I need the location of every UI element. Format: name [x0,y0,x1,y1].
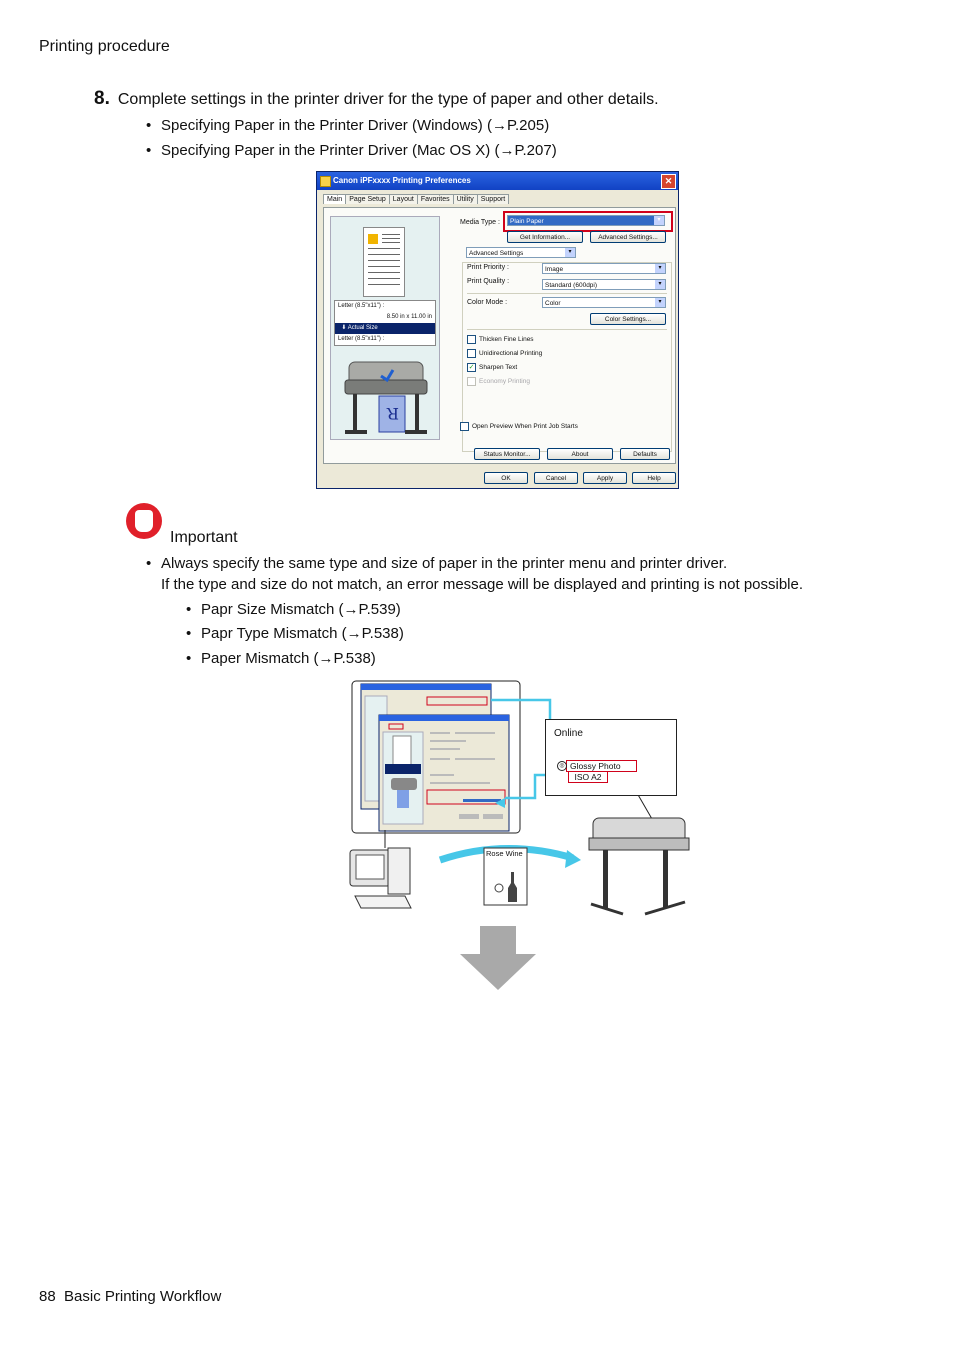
close-icon[interactable]: ✕ [661,174,676,189]
page-footer [39,1288,221,1305]
page-preview [363,227,405,297]
dialog-title: Canon iPFxxxx Printing Preferences [333,176,471,185]
print-quality-select[interactable]: Standard (600dpi) ▾ [542,279,666,290]
economy-printing-checkbox: Economy Printing [467,377,530,386]
chevron-down-icon: ▾ [655,298,665,307]
get-information-button[interactable]: Get Information... [507,231,583,243]
status-monitor-button[interactable]: Status Monitor... [474,448,540,460]
advanced-settings-button[interactable]: Advanced Settings... [590,231,666,243]
cancel-button[interactable]: Cancel [534,472,578,484]
step-number: 8. [94,88,110,109]
defaults-button[interactable]: Defaults [620,448,670,460]
divider [467,293,667,294]
important-line-2: If the type and size do not match, an error message will be displayed and printing is not possible. [161,576,804,593]
print-quality-label: Print Quality : [467,278,510,285]
important-hand-icon [126,503,162,539]
paper-size-info [334,300,436,346]
media-type-select[interactable]: Plain Paper ▾ [507,215,665,226]
page-number: 88 [39,1288,56,1305]
color-settings-button[interactable]: Color Settings... [590,313,666,325]
settings-mode-select[interactable]: Advanced Settings ▾ [466,247,576,258]
dialog-titlebar [317,172,678,190]
document-title: Rose Wine [486,849,523,858]
ok-button[interactable]: OK [484,472,528,484]
size-line: Letter (8.5"x11") : [338,303,385,309]
media-symbol-icon: ◎ [557,761,567,771]
chevron-down-icon: ▾ [565,248,575,257]
unidirectional-printing-checkbox[interactable]: Unidirectional Printing [467,349,542,358]
open-preview-checkbox[interactable]: Open Preview When Print Job Starts [460,422,578,431]
checkmark-icon: ✓ [468,364,475,371]
link-paper-mismatch[interactable]: • Paper Mismatch (→P.538) [186,650,376,667]
page-header: Printing procedure [39,38,170,55]
actual-size-line: ⬇ Actual Size [335,323,435,334]
tab-support[interactable]: Support [477,194,510,204]
down-arrow-icon [460,926,536,990]
printer-icon [320,176,331,187]
divider [467,329,667,330]
tab-favorites[interactable]: Favorites [417,194,454,204]
online-status: Online [554,728,583,739]
chevron-down-icon: ▾ [655,280,665,289]
thicken-fine-lines-checkbox[interactable]: Thicken Fine Lines [467,335,534,344]
media-display: ◎ Glossy Photo [566,760,637,772]
sharpen-text-checkbox[interactable]: ✓ Sharpen Text [468,364,518,372]
tab-layout[interactable]: Layout [389,194,418,204]
color-mode-select[interactable]: Color ▾ [542,297,666,308]
size-line: 8.50 in x 11.00 in [386,314,432,320]
color-mode-label: Color Mode : [467,299,508,306]
preview-area [330,216,440,440]
step-text: Complete settings in the printer driver for the type of paper and other details. [117,91,659,108]
size-line: Letter (8.5"x11") : [338,336,385,342]
tab-bar [323,194,508,208]
link-papr-type-mismatch[interactable]: • Papr Type Mismatch (→P.538) [186,625,404,642]
link-papr-size-mismatch[interactable]: • Papr Size Mismatch (→P.539) [186,601,401,618]
chevron-down-icon: ▾ [654,216,664,225]
printer-control-panel [545,719,677,796]
mismatch-diagram [345,678,690,918]
main-panel [323,207,676,464]
apply-button[interactable]: Apply [583,472,627,484]
print-priority-label: Print Priority : [467,264,510,271]
about-button[interactable]: About [547,448,613,460]
tab-utility[interactable]: Utility [453,194,478,204]
print-priority-select[interactable]: Image ▾ [542,263,666,274]
printing-preferences-dialog [316,171,679,489]
printer-illustration [341,352,431,440]
link-windows[interactable]: • Specifying Paper in the Printer Driver (Windows) (→P.205) [146,117,550,134]
link-macos[interactable]: • Specifying Paper in the Printer Driver (Mac OS X) (→P.207) [146,142,557,159]
important-label: Important [170,529,238,546]
mismatch-illustration [345,678,690,918]
size-display: ISO A2 [568,771,608,783]
help-button[interactable]: Help [632,472,676,484]
step-8 [94,88,659,110]
media-type-label: Media Type : [460,219,500,226]
svg-text:R: R [386,404,399,423]
chevron-down-icon: ▾ [655,264,665,273]
footer-section: Basic Printing Workflow [64,1288,222,1305]
tab-main[interactable]: Main [323,194,346,204]
tab-page-setup[interactable]: Page Setup [345,194,390,204]
important-line-1: • Always specify the same type and size of paper in the printer menu and printer driver. [146,555,728,572]
